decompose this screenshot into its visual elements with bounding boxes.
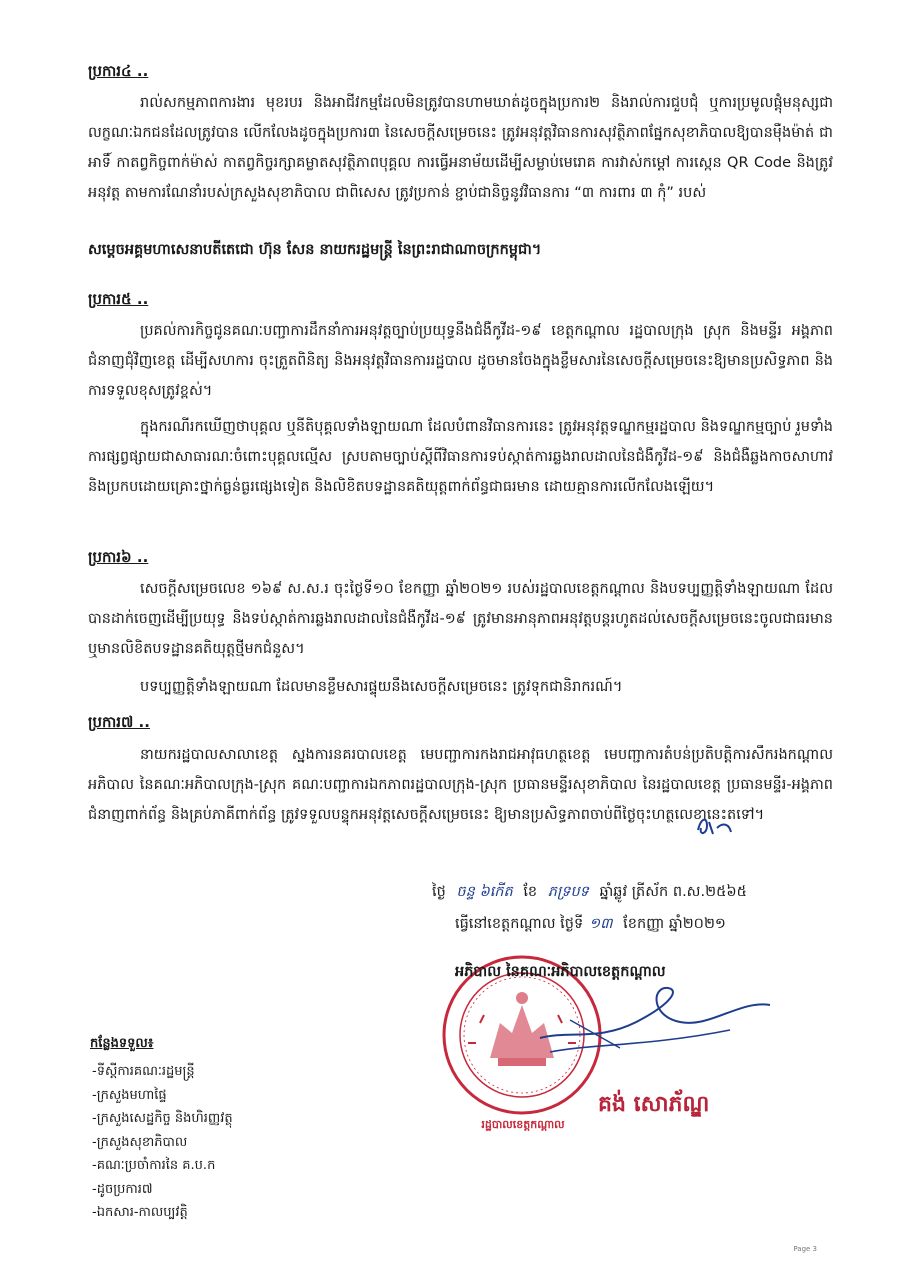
solar-day: ១៣ [589, 916, 613, 932]
lunar-day: ចន្ទ ៦កើត [456, 884, 513, 900]
lunar-day-prefix: ថ្ងៃ [432, 884, 446, 900]
lunar-month: ភទ្របទ [547, 884, 589, 900]
article-6-heading: ប្រការ៦ .. [88, 548, 149, 566]
solar-date-rest: ខែកញ្ញា ឆ្នាំ២០២១ [623, 916, 726, 932]
recipient-item: -ឯកសារ-កាលប្បវត្តិ [92, 1205, 188, 1220]
lunar-month-prefix: ខែ [523, 884, 538, 900]
recipient-item: -ក្រសួងសុខាភិបាល [92, 1134, 188, 1150]
seal-caption: រដ្ឋបាលខេត្តកណ្តាល [481, 1118, 565, 1131]
page-number: Page 3 [793, 1245, 817, 1253]
signer-title: អភិបាល នៃគណៈអភិបាលខេត្តកណ្តាល [455, 964, 666, 980]
solar-date-line [455, 910, 885, 938]
recipient-item: -គណៈប្រចាំការនៃ គ.ប.ក [92, 1158, 216, 1173]
handwritten-initial-icon [695, 812, 735, 840]
recipient-item: -ក្រសួងសេដ្ឋកិច្ច និងហិរញ្ញវត្ថុ [92, 1111, 233, 1126]
article-6-paragraph-2: បទប្បញ្ញត្តិទាំងឡាយណា ដែលមានខ្លឹមសារផ្ទុយនឹងសេចក្តីសម្រេចនេះ ត្រូវទុកជានិរាករណ៍។ [140, 679, 623, 695]
signer-name: គង់ សោភ័ណ្ឌ [598, 1092, 710, 1117]
article-5-paragraph-1: ប្រគល់ការកិច្ចជូនគណៈបញ្ជាការដឹកនាំការអនុវត្តច្បាប់ប្រយុទ្ធនឹងជំងឺកូវីដ-១៩ ខេត្តកណ្តាល រដ្ឋបាលក្រុង ស្រុក និងមន្ទីរ អង្គភាពជំនាញជុំវិញខេត្ត ដើម្បីសហការ ចុះត្រួតពិនិត្យ និងអនុវត្តវិធានការរដ្ឋបាល ដូចមានចែងក្នុងខ្លឹមសារនៃសេចក្តីសម្រេចនេះឱ្យមានប្រសិទ្ធភាព និង ការទទួលខុសត្រូវខ្ពស់។ [88, 323, 833, 399]
article-5-paragraph-2: ក្នុងករណីរកឃើញថាបុគ្គល ឬនីតិបុគ្គលទាំងឡាយណា ដែលបំពានវិធានការនេះ ត្រូវអនុវត្តទណ្ឌកម្មរដ្ឋបាល និងទណ្ឌកម្មច្បាប់ រួមទាំងការផ្សព្វផ្សាយជាសាធារណៈចំពោះបុគ្គលល្មើស ស្របតាមច្បាប់ស្តីពីវិធានការទប់ស្កាត់ការឆ្លងរាលដាលនៃជំងឺកូវីដ-១៩ និងជំងឺឆ្លងកាចសាហាវ និងប្រកបដោយគ្រោះថ្នាក់ធ្ងន់ធ្ងរផ្សេងទៀត និងលិខិតបទដ្ឋានគតិយុត្តពាក់ព័ន្ធជាធរមាន ដោយគ្មានការលើកលែងឡើយ។ [88, 419, 833, 495]
recipient-item: -ក្រសួងមហាផ្ទៃ [92, 1087, 167, 1103]
article-4-heading: ប្រការ៤ .. [88, 62, 149, 80]
recipients-title: កន្លែងទទួល៖ [90, 1036, 154, 1051]
lunar-date-line [432, 878, 862, 906]
article-7-paragraph: នាយករដ្ឋបាលសាលាខេត្ត ស្នងការនគរបាលខេត្ត មេបញ្ជាការកងរាជអាវុធហត្ថខេត្ត មេបញ្ជាការតំបន់ប្រតិបត្តិការសឹករងកណ្តាល អភិបាល នៃគណៈអភិបាលក្រុង-ស្រុក គណៈបញ្ជាការឯកភាពរដ្ឋបាលក្រុង-ស្រុក ប្រធានមន្ទីរសុខាភិបាល នៃរដ្ឋបាលខេត្ត ប្រធានមន្ទីរ-អង្គភាពជំនាញពាក់ព័ន្ធ និងគ្រប់ភាគីពាក់ព័ន្ធ ត្រូវទទួលបន្ទុកអនុវត្តសេចក្តីសម្រេចនេះ ឱ្យមានប្រសិទ្ធភាពចាប់ពីថ្ងៃចុះហត្ថលេខានេះតទៅ។ [88, 747, 833, 823]
article-5-heading: ប្រការ៥ .. [88, 290, 149, 308]
recipient-item: -ដូចប្រការ៧ [92, 1181, 153, 1197]
recipients-list [92, 1060, 233, 1225]
recipient-item: -ទីស្តីការគណៈរដ្ឋមន្ត្រី [92, 1064, 195, 1079]
article-4-attribution: សម្តេចអគ្គមហាសេនាបតីតេជោ ហ៊ុន សែន នាយករដ្ឋមន្ត្រី នៃព្រះរាជាណាចក្រកម្ពុជា។ [88, 242, 542, 258]
article-4-paragraph: រាល់សកម្មភាពការងារ មុខរបរ និងអាជីវកម្មដែលមិនត្រូវបានហាមឃាត់ដូចក្នុងប្រការ២ និងរាល់ការជួបជុំ ឬការប្រមូលផ្តុំមនុស្សជាលក្ខណៈឯកជនដែលត្រូវបាន លើកលែងដូចក្នុងប្រការ៣ នៃសេចក្តីសម្រេចនេះ ត្រូវអនុវត្តវិធានការសុវត្ថិភាពផ្នែកសុខាភិបាលឱ្យបានម៉ឺងម៉ាត់ ជាអាទិ៍ កាតព្វកិច្ចពាក់ម៉ាស់ កាតព្វកិច្ចរក្សាគម្លាតសុវត្ថិភាពបុគ្គល ការធ្វើអនាម័យដើម្បីសម្លាប់មេរោគ ការវាស់កម្តៅ ការស្កេន QR Code និងត្រូវអនុវត្ត តាមការណែនាំរបស់ក្រសួងសុខាភិបាល ជាពិសេស ត្រូវប្រកាន់ ខ្ជាប់ជានិច្ចនូវវិធានការ “៣ ការពារ ៣ កុំ” របស់ [88, 95, 833, 201]
article-6-paragraph-1: សេចក្តីសម្រេចលេខ ១៦៩ ស.ស.រ ចុះថ្ងៃទី១០ ខែកញ្ញា ឆ្នាំ២០២១ របស់រដ្ឋបាលខេត្តកណ្តាល និងបទប្បញ្ញត្តិទាំងឡាយណា ដែលបានដាក់ចេញដើម្បីប្រយុទ្ធ និងទប់ស្កាត់ការឆ្លងរាលដាលនៃជំងឺកូវីដ-១៩ ត្រូវមានអានុភាពអនុវត្តបន្តរហូតដល់សេចក្តីសម្រេចនេះចូលជាធរមាន ឬមានលិខិតបទដ្ឋានគតិយុត្តថ្មីមកជំនួស។ [88, 581, 833, 657]
solar-date-prefix: ធ្វើនៅខេត្តកណ្តាល ថ្ងៃទី [455, 916, 584, 932]
lunar-year: ឆ្នាំឆ្លូវ ត្រីស័ក ព.ស.២៥៦៥ [599, 884, 747, 900]
article-7-heading: ប្រការ៧ .. [88, 713, 150, 731]
